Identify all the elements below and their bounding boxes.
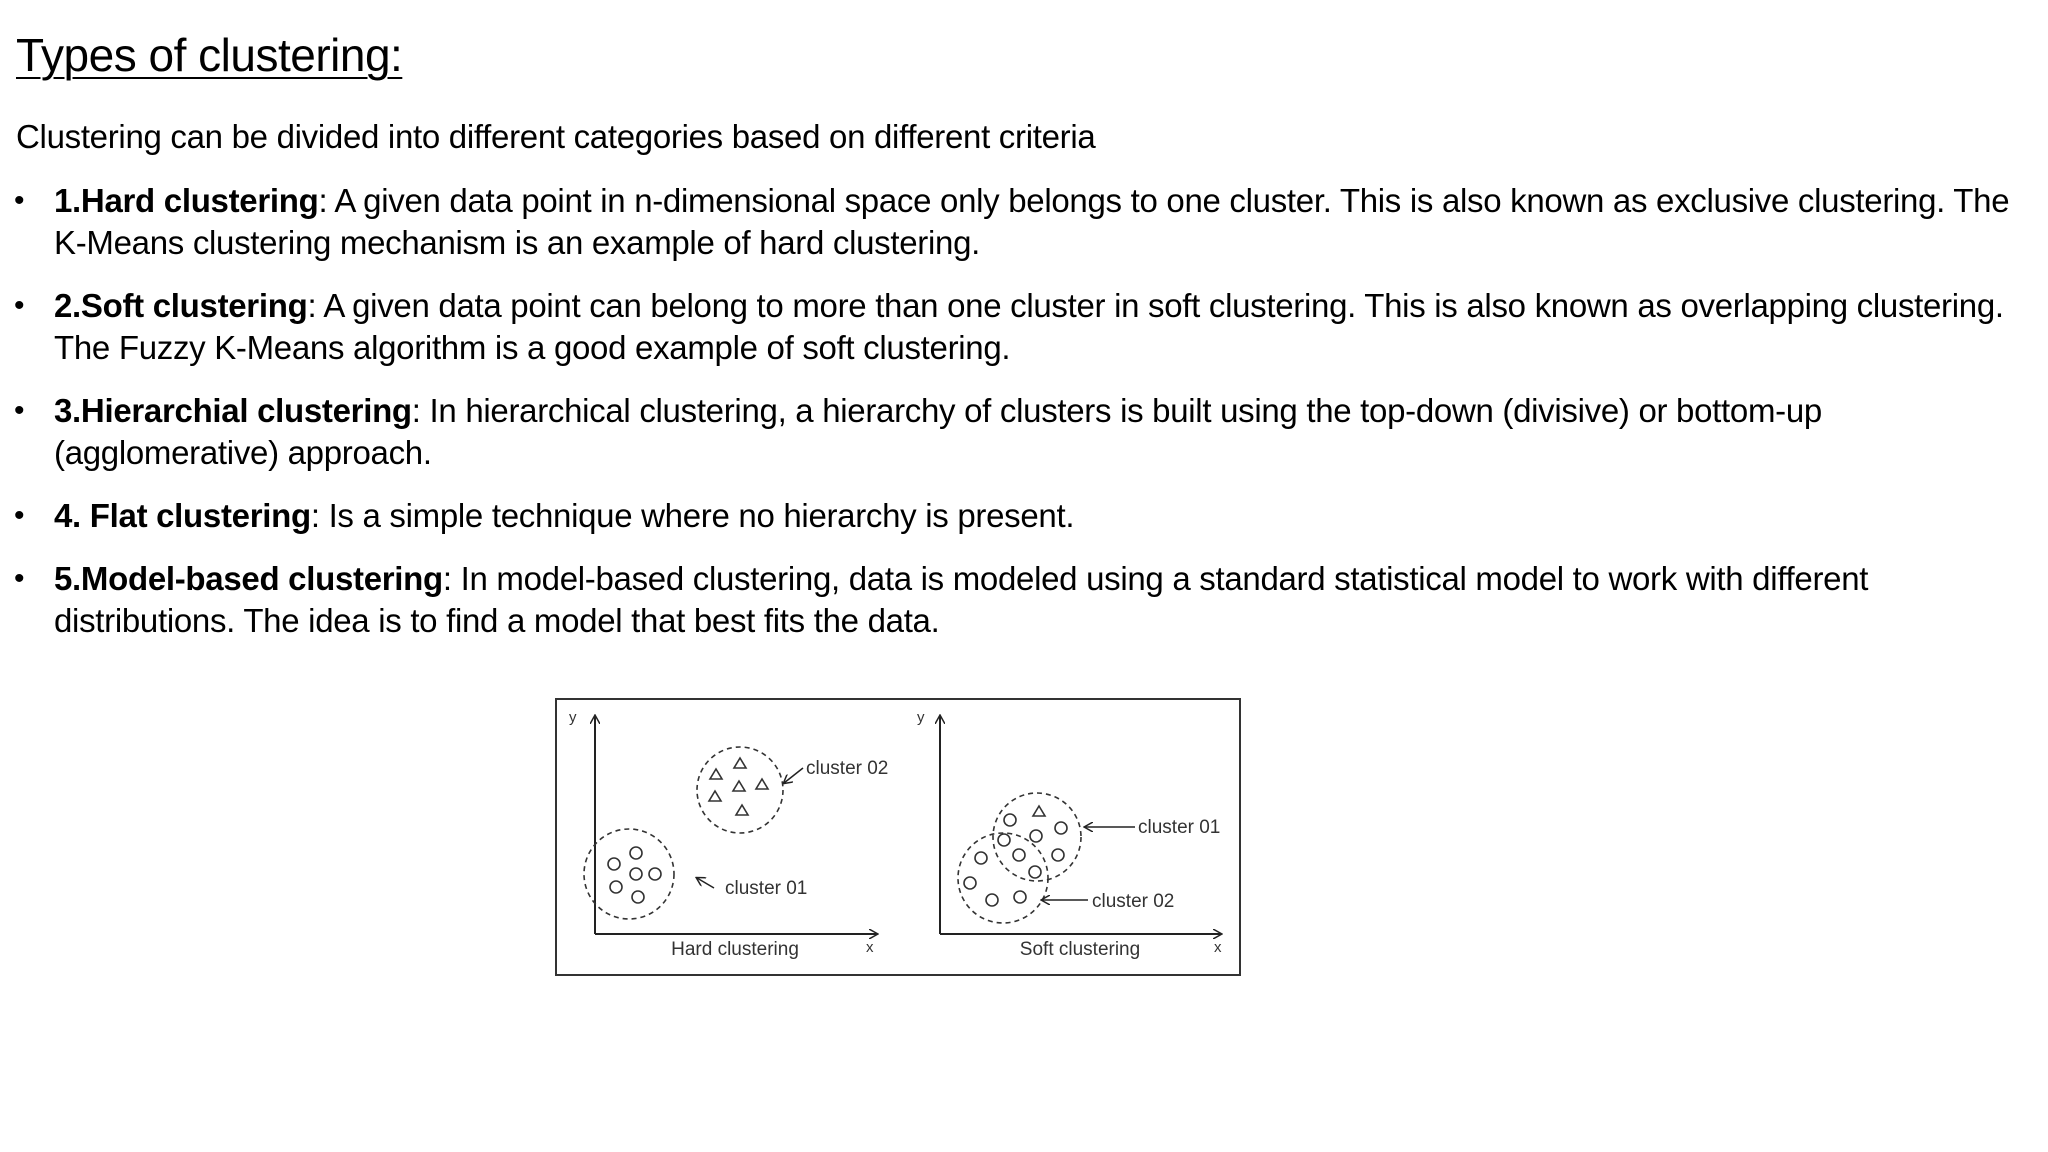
bullet-text: : A given data point can belong to more than one cluster in soft clustering. This is also known as overlapping clustering. The Fuzzy K-Means algorithm is a good example of soft clustering. <box>54 287 2004 366</box>
bullet-term: 4. Flat clustering <box>54 497 311 534</box>
bullet-term: 1.Hard clustering <box>54 182 319 219</box>
bullet-term: 3.Hierarchial clustering <box>54 392 412 429</box>
bullet-text: : A given data point in n-dimensional space only belongs to one cluster. This is also known as exclusive clustering. The K-Means clustering mechanism is an example of hard clustering. <box>54 182 2010 261</box>
list-item <box>0 285 2040 369</box>
bullet-term: 5.Model-based clustering <box>54 560 443 597</box>
clustering-types-list <box>0 180 2040 663</box>
bullet-term: 2.Soft clustering <box>54 287 308 324</box>
cluster-label: cluster 01 <box>1138 817 1221 838</box>
cluster-label: cluster 02 <box>806 758 889 779</box>
bullet-text: : Is a simple technique where no hierarchy is present. <box>310 497 1075 534</box>
list-item <box>0 558 2040 642</box>
x-axis-label: x <box>1214 939 1222 956</box>
cluster-label: cluster 02 <box>1092 891 1175 912</box>
cluster-label: cluster 01 <box>725 878 808 899</box>
intro-text: Clustering can be divided into different categories based on different criteria <box>16 118 1096 155</box>
slide-title: Types of clustering: <box>16 29 403 81</box>
y-axis-label: y <box>917 709 925 726</box>
x-axis-label: x <box>866 939 874 956</box>
panel-caption: Soft clustering <box>1019 939 1141 960</box>
y-axis-label: y <box>569 709 577 726</box>
clustering-diagram-svg <box>555 698 1241 976</box>
panel-caption: Hard clustering <box>671 939 799 960</box>
bullet-icon: • <box>14 184 25 217</box>
list-item <box>0 390 2040 474</box>
bullet-icon: • <box>14 289 25 322</box>
list-item <box>0 495 2040 537</box>
bullet-icon: • <box>14 562 25 595</box>
bullet-text: : In hierarchical clustering, a hierarchy of clusters is built using the top-down (divisive) or bottom-up (agglomerative) approach. <box>54 392 1822 471</box>
bullet-icon: • <box>14 394 25 427</box>
list-item <box>0 180 2040 264</box>
bullet-icon: • <box>14 499 25 532</box>
bullet-text: : In model-based clustering, data is modeled using a standard statistical model to work with different distributions. The idea is to find a model that best fits the data. <box>54 560 1869 639</box>
clustering-diagram <box>555 698 1241 976</box>
